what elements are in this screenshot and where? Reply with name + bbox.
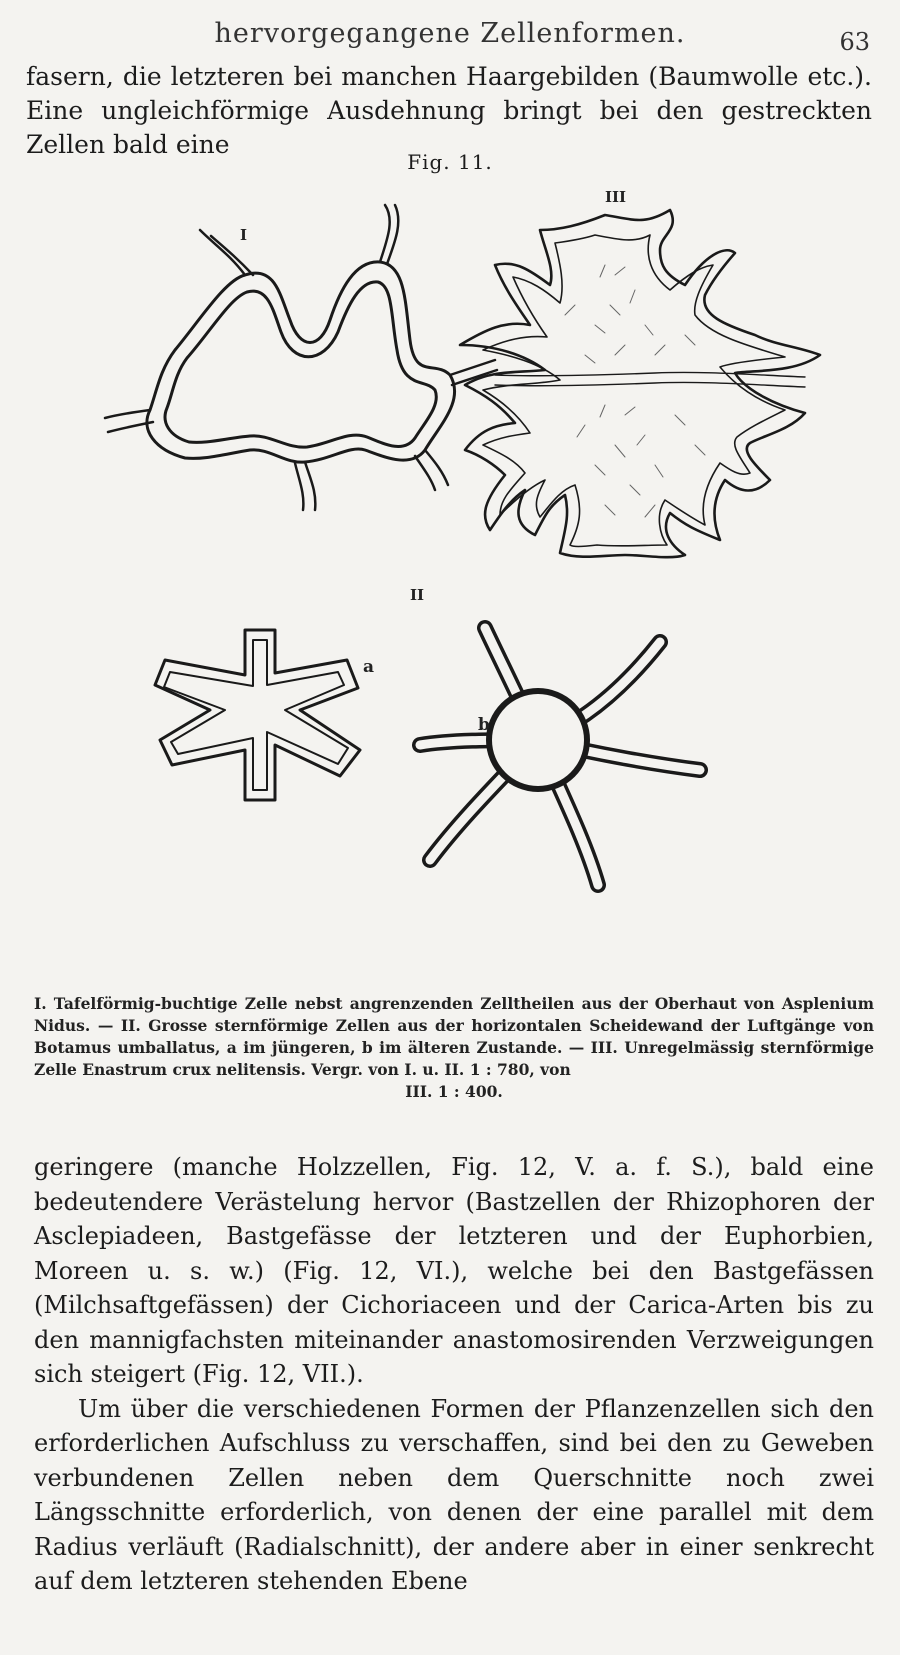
label-b: b: [478, 715, 490, 735]
label-III: III: [605, 188, 627, 206]
body-paragraph-1: geringere (manche Holzzellen, Fig. 12, V. a. f. S.), bald eine bedeutendere Verästelung hervor (Bastzellen der Rhizophoren der Asclepiadeen, Bastgefässe der letzteren und der Euphorbien, Moreen u. s. w.) (Fig. 12, VI.), welche bei den Bastgefässen (Milchsaftgefässen) der Cichoriaceen und der Carica-Arten bis zu den mannigfachsten miteinander anastomosirenden Verzweigungen sich steigert (Fig. 12, VII.).: [34, 1153, 874, 1388]
figure-label: Fig. 11.: [407, 150, 493, 174]
cell-I: [105, 205, 497, 510]
running-head: [0, 18, 900, 58]
body-paragraph-2: Um über die verschiedenen Formen der Pflanzenzellen sich den erforderlichen Aufschluss zu verschaffen, sind bei den zu Geweben verbundenen Zellen neben dem Querschnitte noch zwei Längsschnitte erforderlich, von denen der eine parallel mit dem Radius verläuft (Radialschnitt), der andere aber in einer senkrecht auf dem letzteren stehenden Ebene: [34, 1394, 874, 1595]
top-paragraph: [26, 60, 872, 162]
running-title: hervorgegangene Zellenformen.: [214, 18, 686, 49]
cell-II-b: [420, 628, 700, 885]
top-paragraph-text: fasern, die letzteren bei manchen Haargebilden (Baumwolle etc.). Eine ungleichförmige Ausdehnung bringt bei den gestreckten Zellen bald eine: [26, 62, 872, 159]
label-a: a: [363, 657, 375, 677]
cell-III: [460, 210, 820, 557]
figure-11: [60, 180, 850, 990]
caption-last-line: III. 1 : 400.: [405, 1082, 503, 1101]
cell-II-a: [155, 630, 360, 800]
caption-main: I. Tafelförmig-buchtige Zelle nebst angrenzenden Zelltheilen aus der Oberhaut von Asplenium Nidus. — II. Grosse sternförmige Zellen aus der horizontalen Scheidewand der Luftgänge von Botamus umballatus, a im jüngeren, b im älteren Zustande. — III. Unregelmässig sternförmige Zelle Enastrum crux nelitensis. Vergr. von I. u. II. 1 : 780, von: [34, 994, 874, 1079]
body-text: [34, 1150, 874, 1599]
figure-drawing: [60, 180, 850, 990]
figure-caption: [34, 993, 874, 1103]
page-number: 63: [839, 28, 870, 56]
label-II: II: [410, 586, 425, 604]
label-I: I: [240, 226, 248, 244]
